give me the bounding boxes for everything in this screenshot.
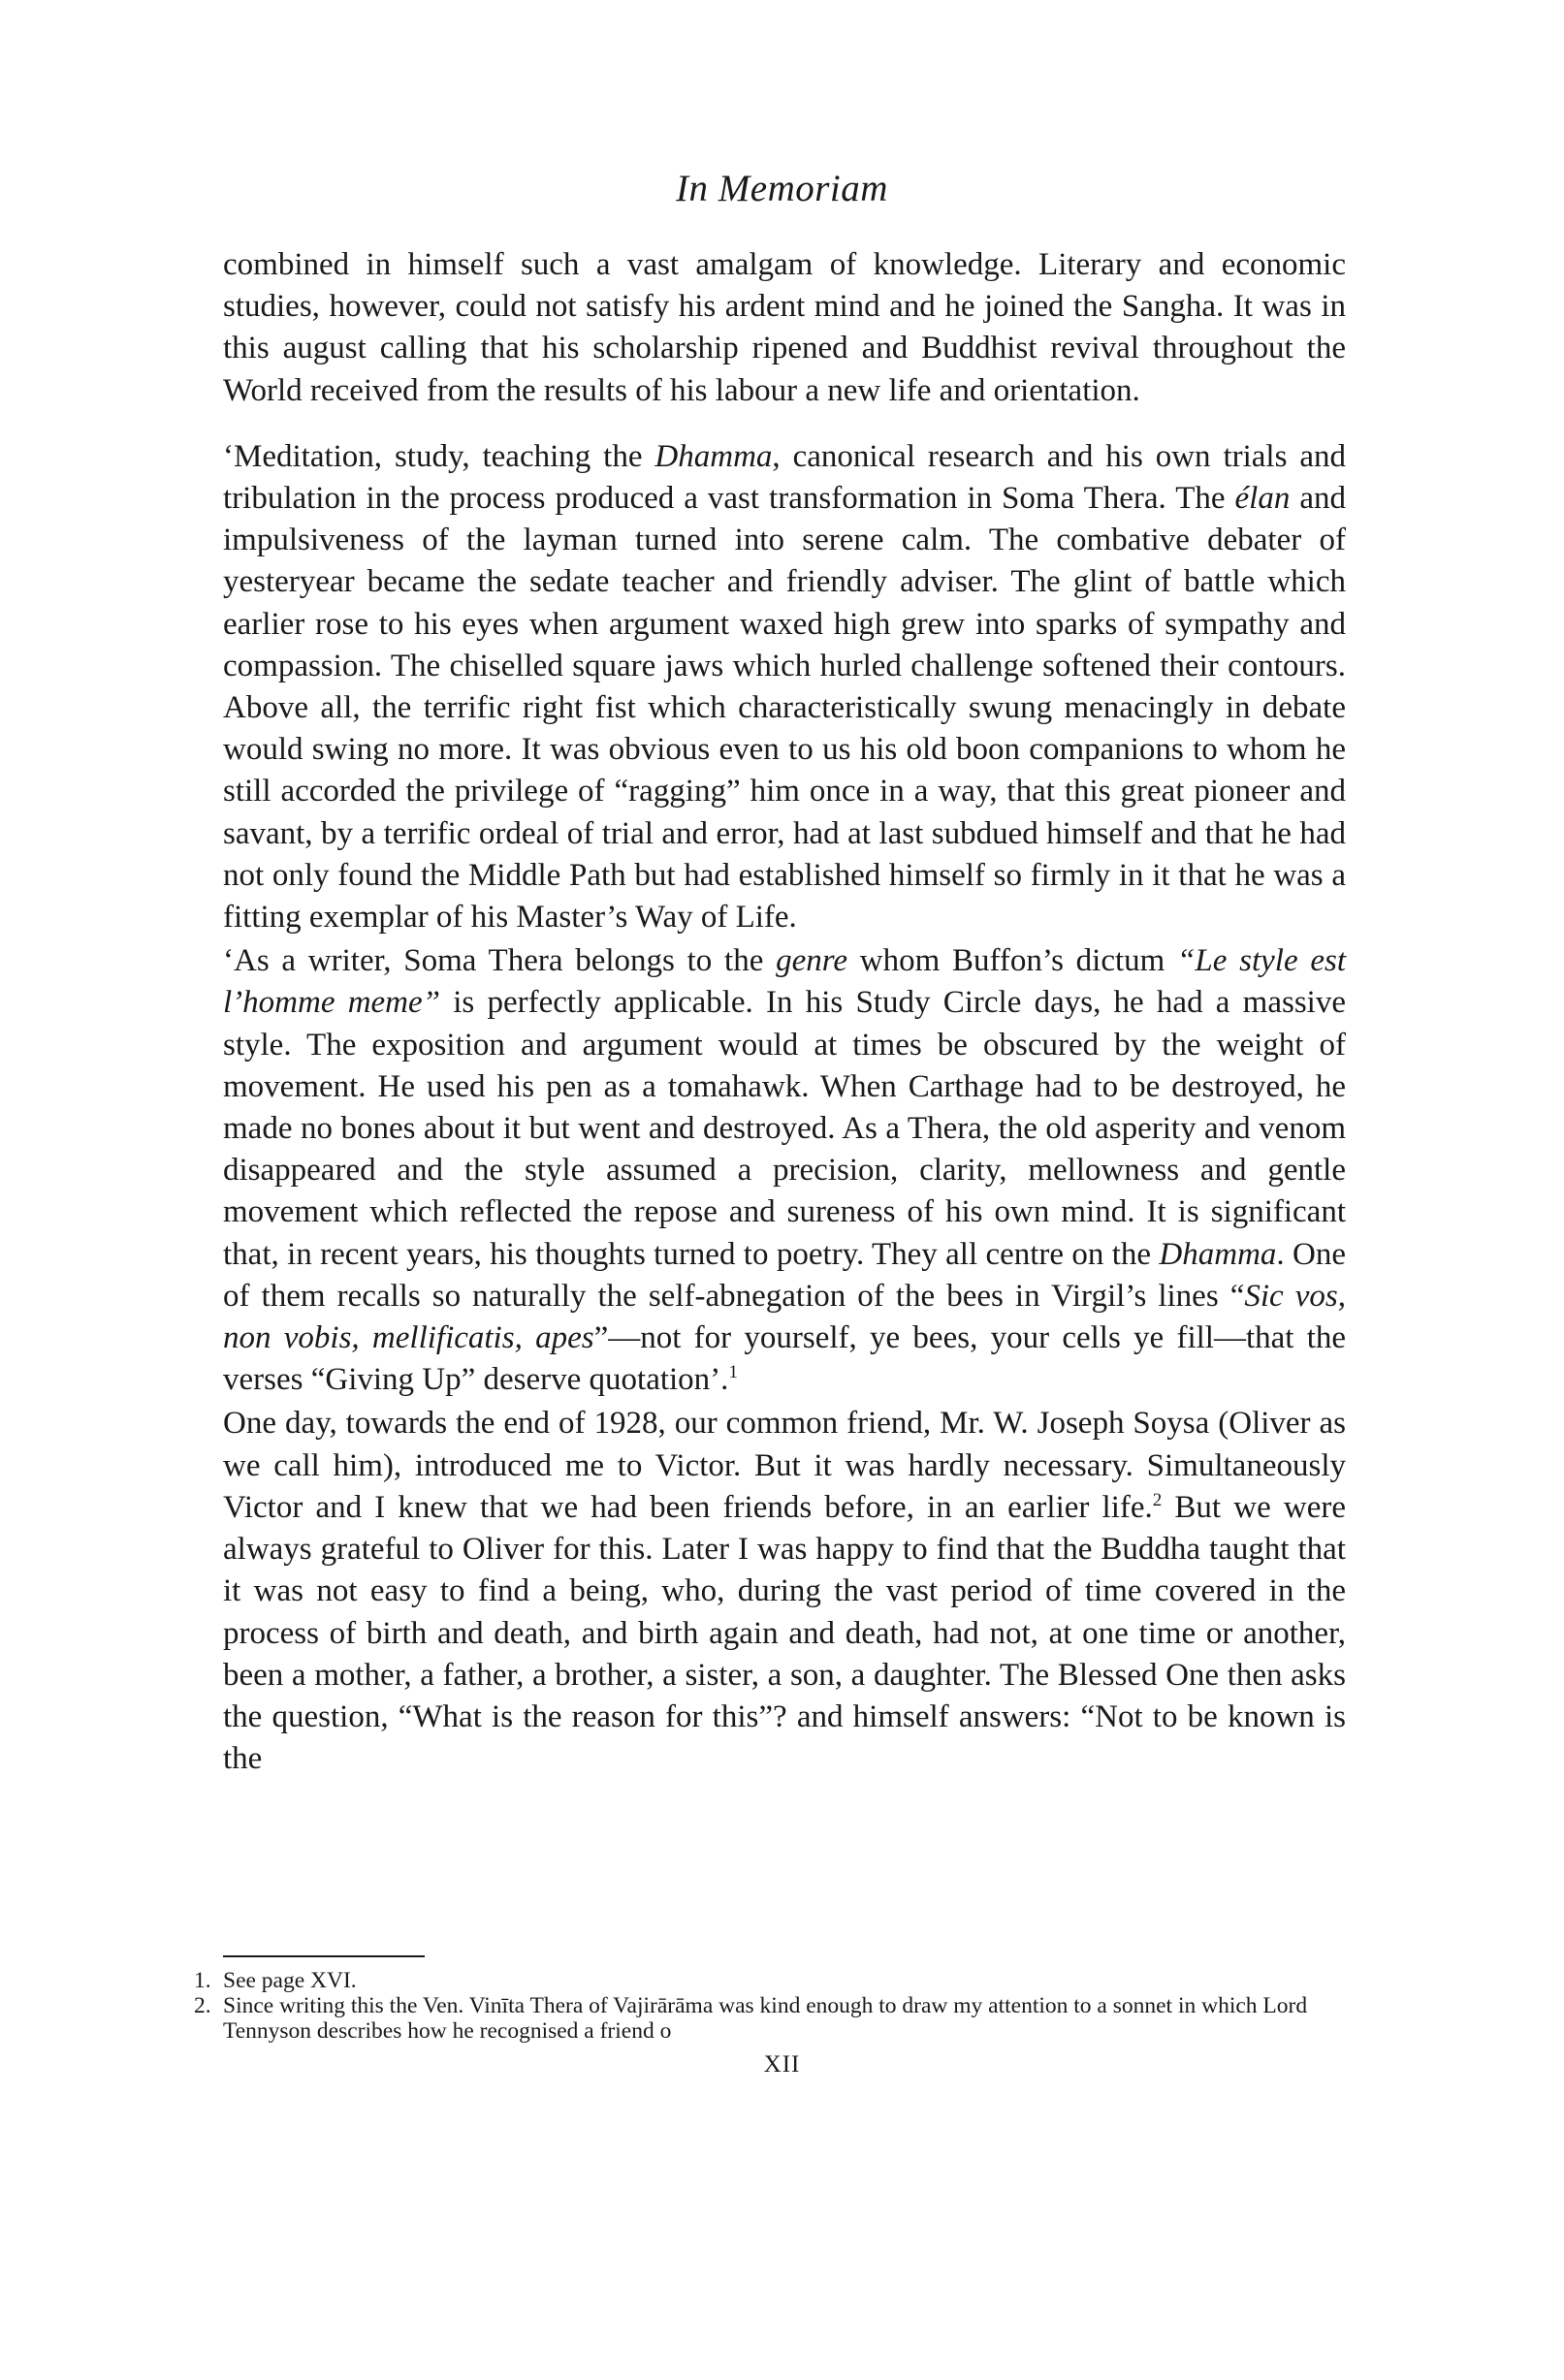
paragraph-3-text-d: . One of them recalls so naturally the self-abnegation of the bees in Virgil’s lines “ [223,1236,1346,1314]
page-number: XII [763,2051,801,2078]
paragraph-3-italic-genre: genre [776,943,848,979]
body-text [223,244,1346,1780]
footnote-1-text: See page XVI. [223,1968,357,1993]
footnote-2-text: Since writing this the Ven. Vinīta Thera of Vajirārāma was kind enough to draw my attention to a sonnet in which Lord Tennyson describes how he recognised a friend o [223,1993,1308,2044]
paragraph-2-text-c: and impulsiveness of the layman turned into serene calm. The combative debater of yesteryear became the sedate teacher and friendly adviser. The glint of battle which earlier rose to his eyes when argument waxed high grew into sparks of sympathy and compassion. The chiselled square jaws which hurled challenge softened their contours. Above all, the terrific right fist which characteristically swung menacingly in debate would swing no more. It was obvious even to us his old boon companions to whom he still accorded the privilege of “ragging” him once in a way, that this great pioneer and savant, by a terrific ordeal of trial and error, had at last subdued himself and that he had not only found the Middle Path but had established himself so firmly in it that he was a fitting exemplar of his Master’s Way of Life. [223,481,1346,936]
footnotes [194,1968,1348,2044]
paragraph-2-italic-elan: élan [1234,481,1291,517]
running-title: In Memoriam [676,168,888,209]
paragraph-4 [223,1403,1346,1780]
footnote-ref-1[interactable]: 1 [728,1362,738,1383]
paragraph-4-text-a: One day, towards the end of 1928, our common friend, Mr. W. Joseph Soysa (Oliver as we call him), introduced me to Victor. But it was hardly necessary. Simultaneously Victor and I knew that we had been friends before, in an earlier life. [223,1406,1346,1525]
footnote-2-number: 2. [194,1993,211,2018]
paragraph-2-italic-dhamma: Dhamma [654,438,773,474]
paragraph-2-text-b: , canonical research and his own trials and tribulation in the process produced a vast transformation in Soma Thera. The [223,438,1346,517]
footnote-ref-2[interactable]: 2 [1152,1489,1163,1510]
paragraph-3-text-c: is perfectly applicable. In his Study Circle days, he had a massive style. The exposition and argument would at times be obscured by the weight of movement. He used his pen as a tomahawk. When Carthage had to be destroyed, he made no bones about it but went and destroyed. As a Thera, the old asperity and venom disappeared and the style assumed a precision, clarity, mellowness and gentle movement which reflected the repose and sureness of his own mind. It is significant that, in recent years, his thoughts turned to poetry. They all centre on the [223,985,1346,1272]
footnote-divider [223,1955,425,1957]
footnote-1-number: 1. [194,1968,211,1993]
footnote-2 [194,1993,1348,2044]
paragraph-3-italic-dhamma: Dhamma [1159,1236,1277,1272]
paragraph-3-italic-virgil: Sic vos, non vobis, mellificatis, apes [223,1278,1346,1356]
paragraph-3-text-b: whom Buffon’s dictum [847,943,1178,979]
paragraph-4-text-b: But we were always grateful to Oliver for this. Later I was happy to find that the Buddha taught that it was not easy to find a being, who, during the vast period of time covered in the process of birth and death, and birth again and death, had not, at one time or another, been a mother, a father, a brother, a sister, a son, a daughter. The Blessed One then asks the question, “What is the reason for this”? and himself answers: “Not to be known is the [223,1489,1346,1777]
paragraph-3-text-e: ”—not for yourself, ye bees, your cells ye fill—that the verses “Giving Up” deserve quotation’. [223,1320,1347,1398]
paragraph-3-text-a: ‘As a writer, Soma Thera belongs to the [223,943,777,979]
paragraph-2-text-a: ‘Meditation, study, teaching the [223,438,655,474]
paragraph-3 [223,940,1346,1401]
paragraph-3-italic-dictum: “Le style est l’homme meme” [223,943,1347,1021]
paragraph-1: combined in himself such a vast amalgam of knowledge. Literary and economic studies, however, could not satisfy his ardent mind and he joined the Sangha. It was in this august calling that his scholarship ripened and Buddhist revival throughout the World received from the results of his labour a new life and orientation. [223,247,1346,408]
paragraph-2 [223,436,1346,938]
footnote-1 [194,1968,1348,1993]
